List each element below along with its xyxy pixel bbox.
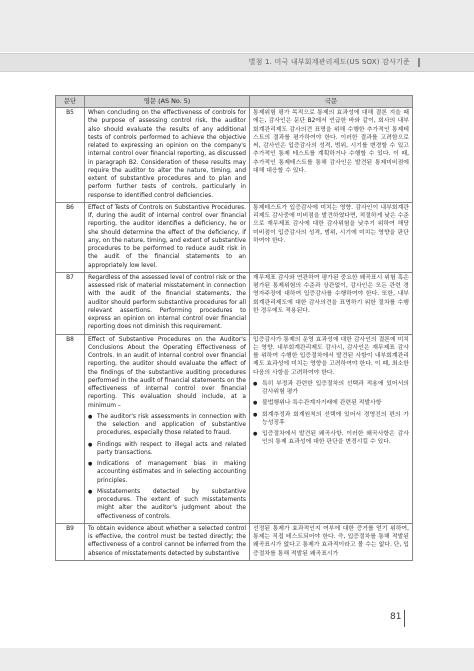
korean-text: 재무제표 감사와 연관하여 평가된 중요한 왜곡표시 위험 혹은 평가된 통제위험의 수준과 상관없이, 감사인은 모든 관련 경영자주장에 대하여 입증감사를 수행하여야 한다. 또한, 내부회계관리제도에 대한 감사의견을 표명하기 위한 절차를 수행한 경우에도 적용된다. [250,272,413,334]
english-text: Regardless of the assessed level of control risk or the assessed risk of material misstatement in connection with the audit of the financial statements, the auditor should perform substantive procedures for all relevant assertions. Performing procedures to express an opinion on internal control over financial reporting does not diminish this requirement. [85,272,250,334]
bullet-icon: ● [253,400,258,407]
header-english: 영문 (AS No. 5) [85,96,250,108]
korean-text: 선정된 통제가 효과적인지 여부에 대한 증거를 얻기 위하여, 통제는 직접 테스트되어야 한다. 즉, 입증절차를 통해 적발된 왜곡표시가 없다고 통제가 효과적이라고 볼 수는 없다. 단, 입증절차를 통해 적발된 왜곡표시가 [250,523,413,560]
bottom-margin-band [0,648,474,671]
english-text: Effect of Substantive Procedures on the Auditor's Conclusions About the Operating Effectiveness of Controls. In an audit of internal control over financial reporting, the auditor should evaluate the effect of the findings of the substantive auditing procedures performed in the audit of financial statements on the effectiveness of internal control over financial reporting. This evaluation should include, at a minimum – [88,336,246,409]
bullet-text: 회계추정과 회계원칙의 선택에 있어서 경영진의 편의 가능성징후 [262,411,409,426]
bullet-icon: ● [88,441,93,448]
paragraph-number: B9 [56,523,85,560]
bullet-icon: ● [88,488,93,495]
paragraph-number: B7 [56,272,85,334]
header-paragraph: 문단 [56,96,85,108]
bullet-text: Indications of management bias in making accounting estimates and in selecting accounting principles. [97,461,246,484]
table-row [56,272,413,334]
korean-text: 통제테스트가 입증감사에 미치는 영향. 감사인이 내부회계관리제도 감사중에 미비점을 발견하였다면, 적절하게 낮은 수준으로 재무제표 감사에 대한 감사위험을 낮추기 위하여 해당 미비점이 입증감사의 성격, 범위, 시기에 미치는 영향을 판단하여야 한다. [250,202,413,272]
table-header-row [56,96,413,108]
bullet-text: 불법행위나 특수관계자거래에 관련된 적발사항 [262,400,382,407]
english-cell [85,334,250,523]
bullet-icon: ● [253,380,258,387]
bullet-item [253,430,409,447]
paragraph-number: B8 [56,334,85,523]
page-number-divider [404,610,405,627]
table-row [56,523,413,560]
english-text: When concluding on the effectiveness of controls for the purpose of assessing control risk, the auditor also should evaluate the results of any additional tests of controls performed to achieve the objective related to expressing an opinion on the company's internal control over financial reporting, as discussed in paragraph B2. Consideration of these results may require the auditor to alter the nature, timing, and extent of substantive procedures and to plan and perform further tests of controls, particularly in response to identified control deficiencies. [85,108,250,203]
header-title: 별첨 1. 미국 내부회계관리제도(US SOX) 감사기준 [248,58,410,66]
bullet-icon: ● [88,461,93,467]
bullet-item [88,441,246,458]
page-number: 81 [390,612,402,622]
bullet-icon: ● [88,413,93,420]
bullet-icon: ● [253,431,258,437]
english-text: Effect of Tests of Controls on Substantive Procedures. If, during the audit of internal control over financial reporting, the auditor identifies a deficiency, he or she should determine the effect of the deficiency, if any, on the nature, timing, and extent of substantive procedures to be performed to reduce audit risk in the audit of the financial statements to an appropriately low level. [85,202,250,272]
bullet-text: The auditor's risk assessments in connection with the selection and application of substantive procedures, especially those related to fraud. [97,413,246,437]
paragraph-number: B5 [56,108,85,203]
bullet-item [253,399,409,407]
header-divider [418,58,420,67]
bullet-item [88,413,246,438]
korean-text: 통제위험 평가 목적으로 통제의 효과성에 대해 결론 지을 때에는, 감사인은 문단 B2에서 언급한 바와 같이, 회사의 내부회계관리제도 감사의견 표명을 위해 수행한 추가적인 통제테스트의 결과를 평가하여야 한다. 이러한 결과를 고려함으로써, 감사인은 입증감사의 성격, 범위, 시기를 변경할 수 있고 추가적인 통제 테스트를 계획하거나 수행할 수 있다. 이 때, 추가적인 통제테스트를 통해 감사인은 발견된 통제미비점에 대해 대응할 수 있다. [250,108,413,203]
bullet-item [253,380,409,397]
bullet-item [253,411,409,428]
paragraph-number: B6 [56,202,85,272]
bullet-text: Findings with respect to illegal acts and related party transactions. [97,441,246,456]
table-row [56,108,413,203]
korean-cell [250,334,413,523]
top-margin-band [0,0,474,52]
running-header [0,53,474,72]
table-row [56,202,413,272]
korean-text: 입증감사가 통제의 운영 효과성에 대한 감사인의 결론에 미치는 영향. 내부회계관리제도 감사시, 감사인은 재무제표 감사를 위하여 수행한 입증절차에서 발견된 사항이 내부회계관리제도 효과성에 미치는 영향을 고려하여야 한다. 이 때, 최소한 다음의 사항을 고려하여야 한다. [253,336,409,376]
bullet-text: Misstatements detected by substantive procedures. The extent of such misstatements might alter the auditor's judgment about the effectiveness of controls. [97,488,246,520]
bullet-icon: ● [253,411,258,418]
table-row [56,334,413,523]
english-text: To obtain evidence about whether a selected control is effective, the control must be tested directly; the effectiveness of a control cannot be inferred from the absence of misstatements detected by substantive [85,523,250,560]
bullet-item [88,488,246,521]
bullet-item [88,460,246,485]
bullet-text: 입증절차에서 발견된 왜곡사항. 이러한 왜곡사항은 감사인의 통제 효과성에 대한 판단을 변경시킬 수 있다. [262,431,409,446]
standards-table [55,95,413,561]
header-korean: 국문 [250,96,413,108]
bullet-text: 특히 부정과 관련한 입증절차의 선택과 적용에 있어서의 감사위험 평가 [262,380,409,395]
